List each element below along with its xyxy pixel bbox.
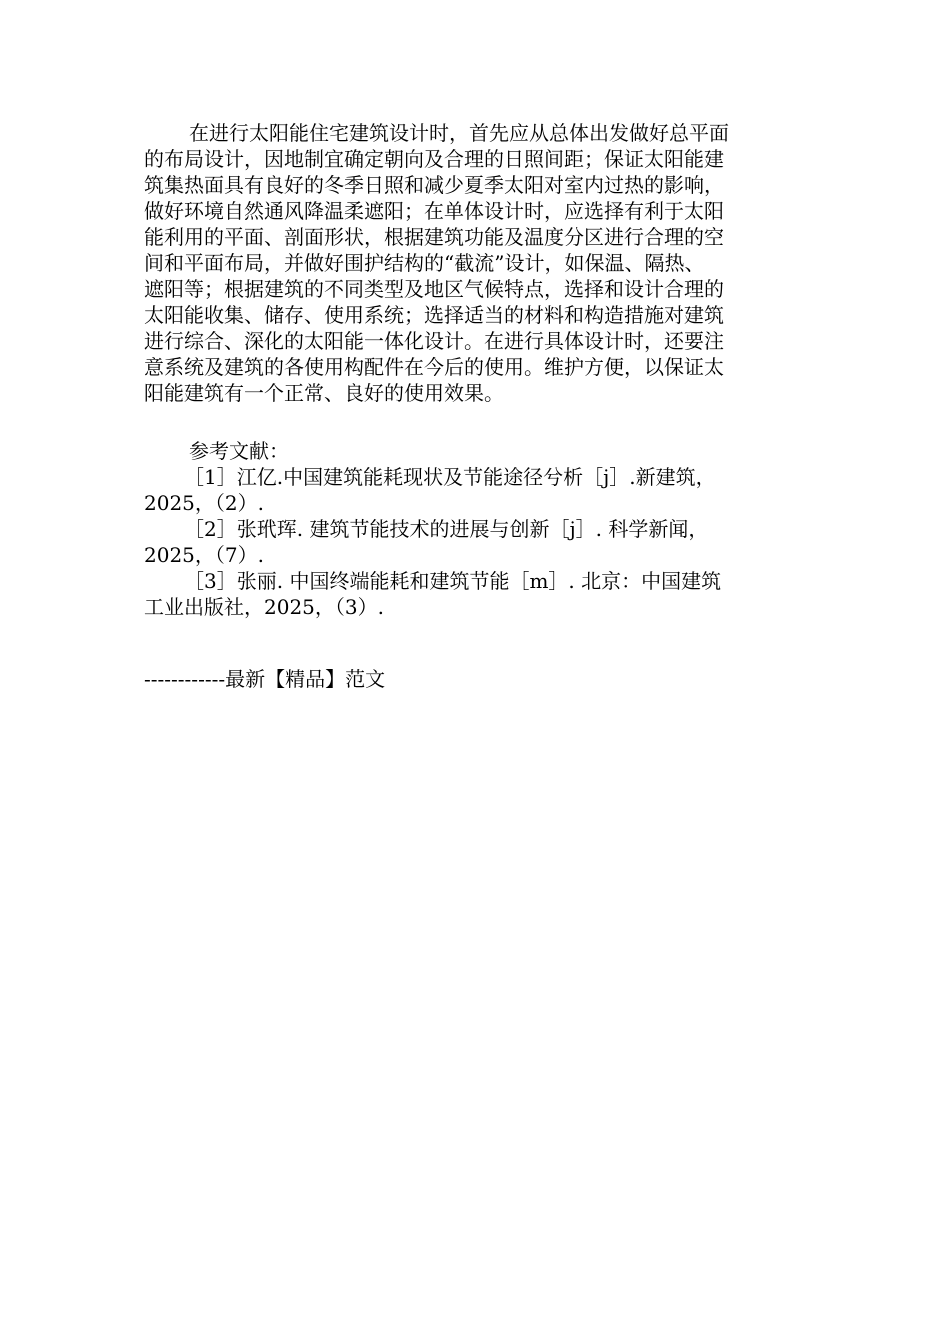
paragraph-line: 能利用的平面、剖面形状，根据建筑功能及温度分区进行合理的空 (144, 225, 724, 249)
paragraph-line: 间和平面布局，并做好围护结构的“截流”设计，如保温、隔热、 (144, 251, 705, 275)
reference-item (144, 516, 794, 568)
reference-line: 2025，（7）. (144, 543, 264, 567)
paragraph-line: 做好环境自然通风降温柔遮阳；在单体设计时，应选择有利于太阳 (144, 199, 724, 223)
paragraph-line: 在进行太阳能住宅建筑设计时，首先应从总体出发做好总平面 (189, 121, 729, 145)
paragraph-line: 进行综合、深化的太阳能一体化设计。在进行具体设计时，还要注 (144, 329, 724, 353)
paragraph-line: 遮阳等；根据建筑的不同类型及地区气候特点，选择和设计合理的 (144, 277, 724, 301)
reference-line: 工业出版社，2025，（3）. (144, 595, 384, 619)
reference-line: 2025，（2）. (144, 491, 264, 515)
references-section (144, 438, 794, 620)
reference-item (144, 568, 794, 620)
paragraph-line: 筑集热面具有良好的冬季日照和减少夏季太阳对室内过热的影响， (144, 173, 724, 197)
footer-text: ------------最新【精品】范文 (144, 667, 386, 691)
document-content (144, 120, 794, 692)
paragraph-line: 的布局设计，因地制宜确定朝向及合理的日照间距；保证太阳能建 (144, 147, 724, 171)
paragraph-line: 意系统及建筑的各使用构配件在今后的使用。维护方便，以保证太 (144, 355, 724, 379)
paragraph-line: 阳能建筑有一个正常、良好的使用效果。 (144, 381, 504, 405)
reference-item (144, 464, 794, 516)
reference-line: ［1］江亿.中国建筑能耗现状及节能途径兮析［j］.新建筑， (184, 465, 716, 489)
reference-line: ［3］张丽. 中国终端能耗和建筑节能［m］. 北京：中国建筑 (184, 569, 722, 593)
reference-line: ［2］张玳珲. 建筑节能技术的进展与创新［j］. 科学新闻， (184, 517, 709, 541)
body-paragraph (144, 120, 794, 406)
references-heading: 参考文献： (189, 439, 289, 463)
paragraph-line: 太阳能收集、储存、使用系统；选择适当的材料和构造措施对建筑 (144, 303, 724, 327)
section-gap (144, 620, 794, 666)
section-gap (144, 406, 794, 438)
